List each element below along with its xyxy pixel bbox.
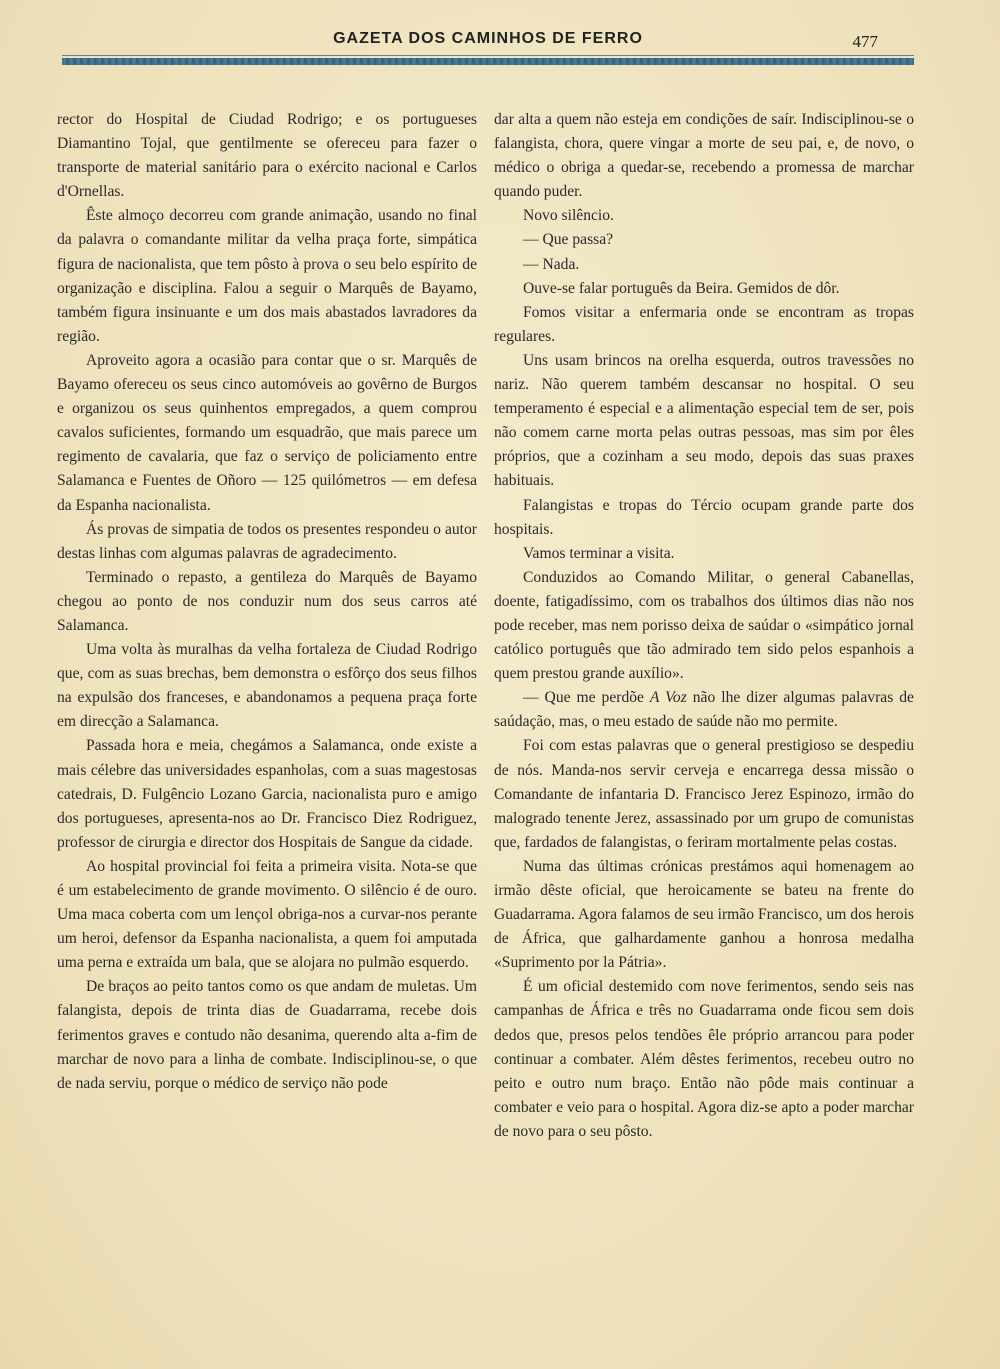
newspaper-name: A Voz bbox=[649, 689, 687, 707]
paragraph: É um oficial destemido com nove ferimentos, sendo seis nas campanhas de África e três no Guadarrama onde ficou sem dois dedos que, presos pelos tendões êle próprio arrancou para poder continuar a combater. Além dêstes ferimentos, recebeu outro no peito e outro num braço. Então não pôde mais continuar a combater e veio para o hospital. Agora diz-se apto a poder marchar de novo para o seu pôsto. bbox=[494, 978, 914, 1140]
paragraph: Passada hora e meia, chegámos a Salamanca, onde existe a mais célebre das universidades espanholas, com a suas magestosas catedrais, D. Fulgêncio Lozano Garcia, nacionalista puro e amigo dos portugueses, apresenta-nos ao Dr. Francisco Diez Rodriguez, professor de cirurgia e director dos Hospitais de Sangue da cidade. bbox=[57, 737, 477, 851]
paragraph: rector do Hospital de Ciudad Rodrigo; e os portugueses Diamantino Tojal, que gentilmente se ofereceu para fazer o transporte de material sanitário para o exército nacional e Carlos d'Ornellas. bbox=[57, 111, 477, 201]
paragraph: — Que me perdõe A Voz não lhe dizer algumas palavras de saúdação, mas, o meu estado de saúde não mo permite. bbox=[494, 689, 914, 731]
paragraph: De braços ao peito tantos como os que andam de muletas. Um falangista, depois de trinta dias de Guadarrama, recebe dois ferimentos graves e contudo não desanima, querendo alta a-fim de marchar de novo para a linha de combate. Indisciplinou-se, o que de nada serviu, porque o médico de serviço não pode bbox=[57, 978, 477, 1092]
paragraph: Novo silêncio. bbox=[523, 207, 614, 225]
left-column bbox=[57, 108, 477, 1096]
paragraph: Êste almoço decorreu com grande animação, usando no final da palavra o comandante militar da velha praça forte, simpática figura de nacionalista, que tem pôsto à prova o seu belo espírito de organização e disciplina. Falou a seguir o Marquês de Bayamo, também figura insinuante e um dos mais abastados lavradores da região. bbox=[57, 207, 477, 345]
header-band bbox=[62, 58, 914, 65]
paragraph: — Nada. bbox=[523, 255, 580, 273]
paragraph: Fomos visitar a enfermaria onde se encontram as tropas regulares. bbox=[494, 303, 914, 345]
header-rule bbox=[62, 55, 914, 56]
paragraph: Uma volta às muralhas da velha fortaleza de Ciudad Rodrigo que, com as suas brechas, bem demonstra o esfôrço dos seus filhos na expulsão dos franceses, e abandonamos a pequena praça forte em direcção a Salamanca. bbox=[57, 641, 477, 731]
page-number: 477 bbox=[852, 32, 878, 51]
paragraph: Vamos terminar a visita. bbox=[523, 544, 675, 562]
paragraph: Foi com estas palavras que o general prestigioso se despediu de nós. Manda-nos servir cerveja e encarrega dessa missão o Comandante de infantaria D. Francisco Jerez Espinozo, irmão do malogrado tenente Jerez, assassinado por um grupo de comunistas que, fardados de falangistas, o feriram mortalmente pelas costas. bbox=[494, 737, 914, 851]
page-header bbox=[62, 28, 914, 52]
paragraph: Ouve-se falar português da Beira. Gemidos de dôr. bbox=[523, 279, 840, 297]
paragraph: — Que passa? bbox=[523, 231, 614, 249]
paragraph: Numa das últimas crónicas prestámos aqui homenagem ao irmão dêste oficial, que heroicamente se bateu na frente do Guadarrama. Agora falamos de seu irmão Francisco, um dos herois de África, que galhardamente ganhou a honrosa medalha «Suprimento por la Pátria». bbox=[494, 857, 914, 972]
right-column bbox=[494, 108, 914, 1144]
paragraph: Conduzidos ao Comando Militar, o general Cabanellas, doente, fatigadíssimo, com os trabalhos dos últimos dias não nos pode receber, mas nem porisso deixa de saúdar o «simpático jornal católico português que tão admirado tem sido pelos espanhois a quem prestou grande auxílio». bbox=[494, 568, 914, 683]
paragraph: Falangistas e tropas do Tércio ocupam grande parte dos hospitais. bbox=[494, 496, 914, 538]
paragraph: Uns usam brincos na orelha esquerda, outros travessões no nariz. Não querem também descansar no hospital. O seu temperamento é especial e a alimentação especial tem de ser, pois não comem carne morta pelas outras pessoas, mas sim por êles próprios, que a cozinham a seu modo, depois das suas praxes habituais. bbox=[494, 351, 914, 490]
paragraph: dar alta a quem não esteja em condições de saír. Indisciplinou-se o falangista, chora, quere vingar a morte de seu pai, e, de novo, o médico o obriga a quedar-se, recebendo a promessa de marchar quando puder. bbox=[494, 111, 914, 201]
paragraph: Terminado o repasto, a gentileza do Marquês de Bayamo chegou ao ponto de nos conduzir num dos seus carros até Salamanca. bbox=[57, 568, 477, 634]
paragraph: Ás provas de simpatia de todos os presentes respondeu o autor destas linhas com algumas palavras de agradecimento. bbox=[57, 520, 477, 562]
paragraph: Ao hospital provincial foi feita a primeira visita. Nota-se que é um estabelecimento de grande movimento. O silêncio é de ouro. Uma maca coberta com um lençol obriga-nos a curvar-nos perante um heroi, defensor da Espanha nacionalista, a quem foi amputada uma perna e extraída um bala, que se alojara no pulmão esquerdo. bbox=[57, 857, 477, 972]
publication-title: GAZETA DOS CAMINHOS DE FERRO bbox=[333, 30, 643, 47]
paragraph: Aproveito agora a ocasião para contar que o sr. Marquês de Bayamo ofereceu os seus cinco automóveis ao govêrno de Burgos e organizou os seus quinhentos empregados, a quem comprou cavalos suficientes, formando um esquadrão, que mais parece um regimento de cavalaria, que faz o serviço de policiamento entre Salamanca e Fuentes de Oñoro — 125 quilómetros — em defesa da Espanha nacionalista. bbox=[57, 351, 477, 514]
